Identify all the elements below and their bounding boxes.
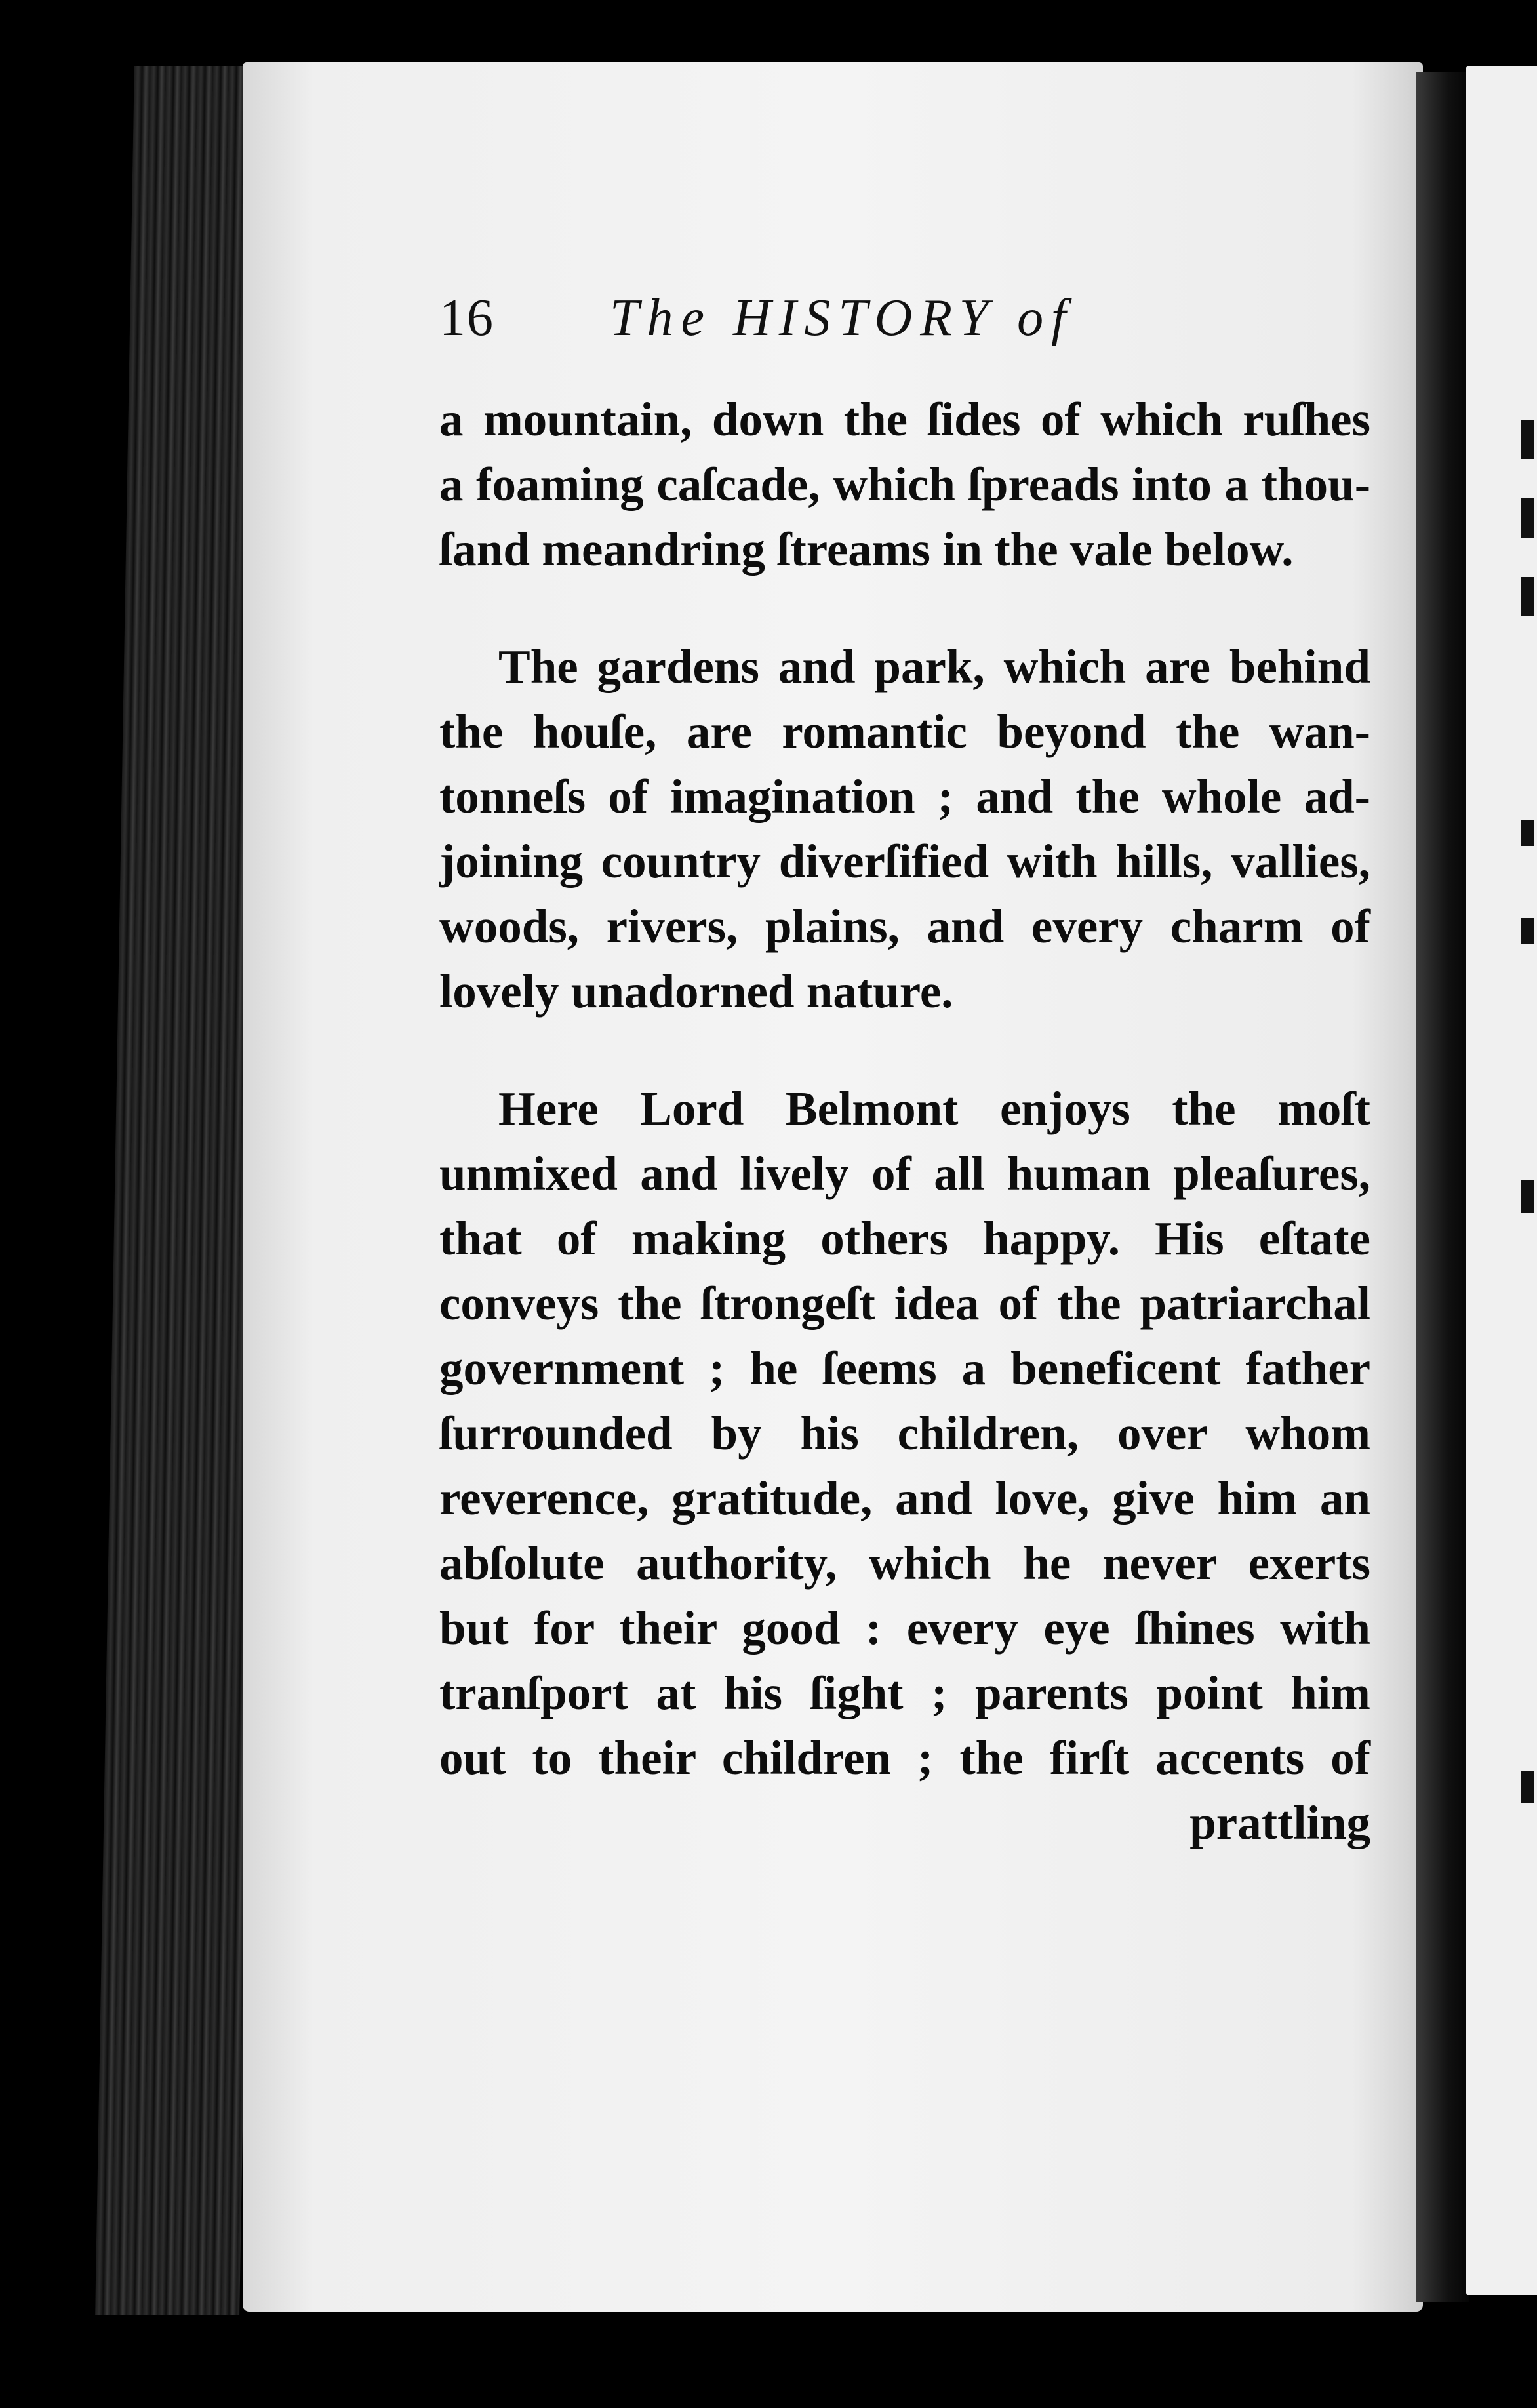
text-line: government ; he ſeems a beneficent father: [439, 1342, 1370, 1395]
paragraph: [439, 634, 1370, 1024]
catchword: prattling: [1189, 1796, 1370, 1849]
book-gutter: [1416, 72, 1469, 2302]
text-line: abſolute authority, which he never exerts: [439, 1536, 1370, 1590]
text-line: lovely unadorned nature.: [439, 965, 953, 1018]
facing-page-glyph: [1521, 1771, 1534, 1803]
text-line: unmixed and lively of all human pleaſures,: [439, 1147, 1370, 1200]
text-line: joining country diverſified with hills, vallies,: [439, 835, 1370, 888]
paragraph: [439, 1076, 1370, 1790]
page-number: 16: [439, 289, 494, 347]
facing-page-glyph: [1521, 498, 1534, 538]
running-head: [439, 289, 1174, 354]
text-line: tranſport at his ſight ; parents point him: [439, 1666, 1370, 1719]
text-line: conveys the ſtrongeſt idea of the patriarchal: [439, 1277, 1370, 1330]
text-line: but for their good : every eye ſhines with: [439, 1601, 1370, 1655]
text-line: ſurrounded by his children, over whom: [439, 1407, 1370, 1460]
facing-page-glyph: [1521, 820, 1534, 846]
text-line: that of making others happy. His eſtate: [439, 1212, 1370, 1265]
facing-page-glyph: [1521, 577, 1534, 616]
text-line: Here Lord Belmont enjoys the moſt: [498, 1082, 1370, 1135]
text-line: The gardens and park, which are behind: [498, 640, 1370, 693]
facing-page-glyph: [1521, 918, 1534, 944]
text-line: woods, rivers, plains, and every charm of: [439, 900, 1370, 953]
text-line: out to their children ; the firſt accents of: [439, 1731, 1370, 1784]
facing-page-glyph: [1521, 1180, 1534, 1213]
facing-page-glyph: [1521, 420, 1534, 459]
body-text: [439, 387, 1370, 1855]
text-line: reverence, gratitude, and love, give him an: [439, 1472, 1370, 1525]
text-line: the houſe, are romantic beyond the wan-: [439, 705, 1370, 758]
running-title: The HISTORY of: [610, 289, 1074, 347]
text-line: tonneſs of imagination ; and the whole ad-: [439, 770, 1370, 823]
text-line: a mountain, down the ſides of which ruſhes: [439, 393, 1370, 446]
paragraph: [439, 387, 1370, 582]
text-line: ſand meandring ſtreams in the vale below.: [439, 523, 1294, 576]
text-line: a foaming caſcade, which ſpreads into a thou-: [439, 458, 1370, 511]
